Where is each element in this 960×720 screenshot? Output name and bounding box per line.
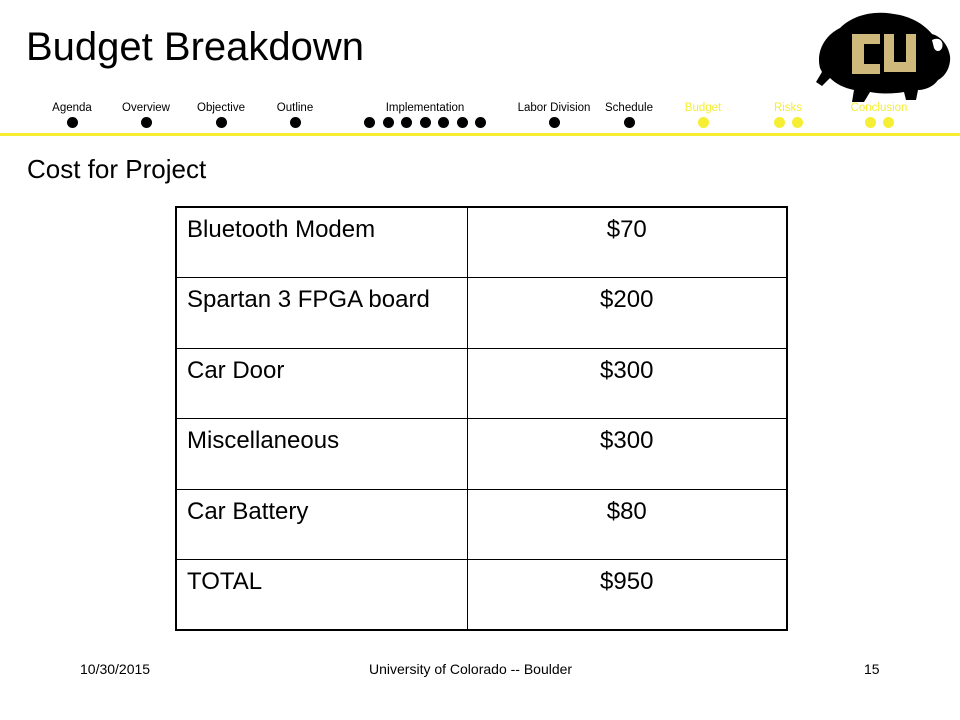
budget-table — [175, 206, 788, 631]
nav-dot-conclusion[interactable] — [865, 117, 876, 128]
nav-dot-risks[interactable] — [774, 117, 785, 128]
table-cell-item: Spartan 3 FPGA board — [176, 278, 467, 349]
table-row — [176, 278, 787, 349]
table-cell-cost: $80 — [467, 489, 787, 560]
nav-item-objective[interactable]: Objective — [197, 102, 245, 114]
nav-item-budget[interactable]: Budget — [684, 102, 722, 114]
nav-dot-implementation[interactable] — [475, 117, 486, 128]
nav-dot-labor-division[interactable] — [549, 117, 560, 128]
table-row — [176, 207, 787, 278]
slide-subtitle: Cost for Project — [27, 154, 207, 184]
table-cell-item: Car Battery — [176, 489, 467, 560]
table-cell-cost: $200 — [467, 278, 787, 349]
table-row — [176, 489, 787, 560]
nav-dot-risks[interactable] — [792, 117, 803, 128]
slide-title: Budget Breakdown — [26, 25, 365, 69]
footer-organization: University of Colorado -- Boulder — [369, 661, 573, 677]
nav-dot-implementation[interactable] — [364, 117, 375, 128]
table-row-total — [176, 560, 787, 631]
nav-dot-budget[interactable] — [698, 117, 709, 128]
table-cell-cost: $300 — [467, 419, 787, 490]
nav-dot-implementation[interactable] — [401, 117, 412, 128]
nav-dot-implementation[interactable] — [457, 117, 468, 128]
nav-dot-objective[interactable] — [216, 117, 227, 128]
nav-dot-conclusion[interactable] — [883, 117, 894, 128]
header-divider — [0, 133, 960, 136]
nav-item-conclusion[interactable]: Conclusion — [850, 102, 908, 114]
nav-item-schedule[interactable]: Schedule — [605, 102, 653, 114]
table-cell-item: TOTAL — [176, 560, 467, 631]
nav-item-outline[interactable]: Outline — [276, 102, 314, 114]
nav-dot-implementation[interactable] — [383, 117, 394, 128]
nav-item-labor-division[interactable]: Labor Division — [517, 102, 591, 114]
table-cell-cost: $70 — [467, 207, 787, 278]
table-cell-cost: $300 — [467, 348, 787, 419]
nav-dot-agenda[interactable] — [67, 117, 78, 128]
table-cell-cost: $950 — [467, 560, 787, 631]
nav-dot-outline[interactable] — [290, 117, 301, 128]
footer-date: 10/30/2015 — [80, 661, 151, 677]
table-cell-item: Miscellaneous — [176, 419, 467, 490]
nav-dot-implementation[interactable] — [438, 117, 449, 128]
table-cell-item: Bluetooth Modem — [176, 207, 467, 278]
nav-dot-implementation[interactable] — [420, 117, 431, 128]
table-cell-item: Car Door — [176, 348, 467, 419]
cu-buffalo-logo-icon — [814, 6, 954, 106]
nav-item-agenda[interactable]: Agenda — [52, 102, 92, 114]
footer-page-number: 15 — [864, 661, 880, 677]
nav-item-risks[interactable]: Risks — [773, 102, 803, 114]
table-row — [176, 348, 787, 419]
table-row — [176, 419, 787, 490]
nav-item-implementation[interactable]: Implementation — [385, 102, 465, 114]
nav-dot-overview[interactable] — [141, 117, 152, 128]
nav-dot-schedule[interactable] — [624, 117, 635, 128]
nav-item-overview[interactable]: Overview — [122, 102, 170, 114]
